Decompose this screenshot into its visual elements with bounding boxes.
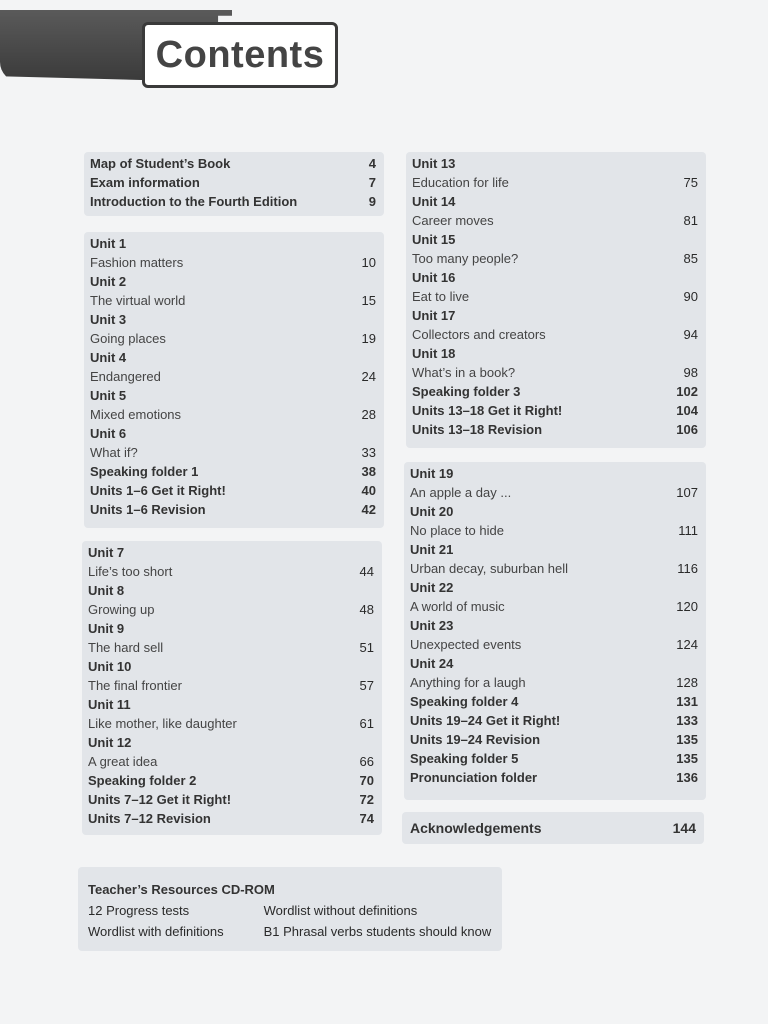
toc-entry[interactable]: Units 7–12 Get it Right! 72 xyxy=(88,792,374,807)
acknowledgements-entry[interactable] xyxy=(402,812,704,844)
acknowledgements-label: Acknowledgements xyxy=(410,820,542,836)
resource-item: Wordlist with definitions xyxy=(88,924,224,939)
toc-entry[interactable]: Map of Student’s Book 4 xyxy=(90,156,376,171)
resource-item: Wordlist without definitions xyxy=(263,903,418,918)
toc-unit[interactable]: Unit 11 Like mother, like daughter 61 xyxy=(88,697,374,731)
toc-unit[interactable]: Unit 15 Too many people? 85 xyxy=(412,232,698,266)
toc-entry[interactable]: Units 13–18 Revision 106 xyxy=(412,422,698,437)
toc-unit[interactable]: Unit 12 A great idea 66 xyxy=(88,735,374,769)
toc-entry[interactable]: Units 7–12 Revision 74 xyxy=(88,811,374,826)
toc-unit[interactable]: Unit 4 Endangered 24 xyxy=(90,350,376,384)
toc-entry[interactable]: Introduction to the Fourth Edition 9 xyxy=(90,194,376,209)
units-19-24-panel xyxy=(404,462,706,800)
resources-column-1 xyxy=(88,900,224,942)
toc-unit[interactable]: Unit 14 Career moves 81 xyxy=(412,194,698,228)
toc-unit[interactable]: Unit 8 Growing up 48 xyxy=(88,583,374,617)
resource-item: 12 Progress tests xyxy=(88,903,190,918)
toc-unit[interactable]: Unit 6 What if? 33 xyxy=(90,426,376,460)
toc-unit[interactable]: Unit 21 Urban decay, suburban hell 116 xyxy=(410,542,698,576)
toc-entry[interactable]: Exam information 7 xyxy=(90,175,376,190)
resource-item: B1 Phrasal verbs students should know xyxy=(263,924,492,939)
toc-entry[interactable]: Speaking folder 4 131 xyxy=(410,694,698,709)
toc-unit[interactable]: Unit 22 A world of music 120 xyxy=(410,580,698,614)
toc-unit[interactable]: Unit 10 The final frontier 57 xyxy=(88,659,374,693)
toc-unit[interactable]: Unit 13 Education for life 75 xyxy=(412,156,698,190)
toc-unit[interactable]: Unit 2 The virtual world 15 xyxy=(90,274,376,308)
toc-entry[interactable]: Speaking folder 1 38 xyxy=(90,464,376,479)
toc-entry[interactable]: Pronunciation folder 136 xyxy=(410,770,698,785)
resources-heading: Teacher’s Resources CD-ROM xyxy=(88,882,275,897)
toc-unit[interactable]: Unit 19 An apple a day ... 107 xyxy=(410,466,698,500)
toc-unit[interactable]: Unit 24 Anything for a laugh 128 xyxy=(410,656,698,690)
toc-entry[interactable]: Speaking folder 2 70 xyxy=(88,773,374,788)
toc-unit[interactable]: Unit 18 What’s in a book? 98 xyxy=(412,346,698,380)
toc-unit[interactable]: Unit 3 Going places 19 xyxy=(90,312,376,346)
toc-entry[interactable]: Units 19–24 Revision 135 xyxy=(410,732,698,747)
units-7-12-panel xyxy=(82,541,382,835)
toc-entry[interactable]: Units 13–18 Get it Right! 104 xyxy=(412,403,698,418)
units-1-6-panel xyxy=(84,232,384,528)
toc-entry[interactable]: Speaking folder 5 135 xyxy=(410,751,698,766)
toc-entry[interactable]: Units 1–6 Revision 42 xyxy=(90,502,376,517)
toc-unit[interactable]: Unit 23 Unexpected events 124 xyxy=(410,618,698,652)
toc-unit[interactable]: Unit 20 No place to hide 111 xyxy=(410,504,698,538)
acknowledgements-page: 144 xyxy=(672,820,696,836)
toc-entry[interactable]: Speaking folder 3 102 xyxy=(412,384,698,399)
units-13-18-panel xyxy=(406,152,706,448)
toc-entry[interactable]: Units 1–6 Get it Right! 40 xyxy=(90,483,376,498)
toc-entry[interactable]: Units 19–24 Get it Right! 133 xyxy=(410,713,698,728)
toc-unit[interactable]: Unit 7 Life’s too short 44 xyxy=(88,545,374,579)
front-matter-panel xyxy=(84,152,384,216)
resources-panel xyxy=(78,867,502,951)
toc-unit[interactable]: Unit 16 Eat to live 90 xyxy=(412,270,698,304)
toc-unit[interactable]: Unit 1 Fashion matters 10 xyxy=(90,236,376,270)
toc-unit[interactable]: Unit 5 Mixed emotions 28 xyxy=(90,388,376,422)
page-title: Contents xyxy=(142,22,338,88)
toc-unit[interactable]: Unit 9 The hard sell 51 xyxy=(88,621,374,655)
toc-unit[interactable]: Unit 17 Collectors and creators 94 xyxy=(412,308,698,342)
resources-column-2 xyxy=(264,900,492,942)
